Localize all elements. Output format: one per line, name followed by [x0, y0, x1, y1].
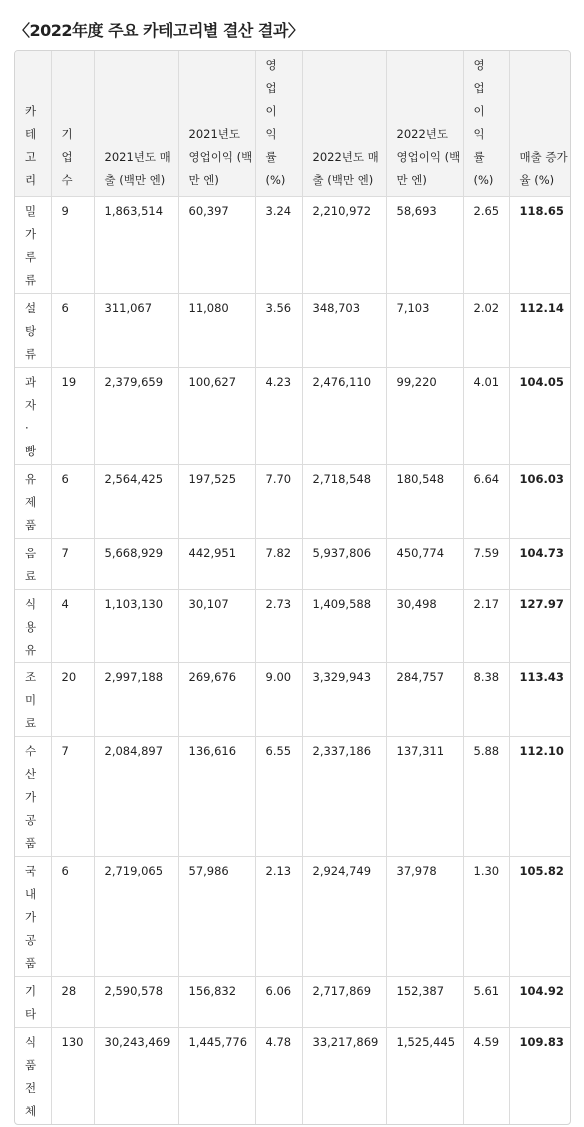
cell-companies: 20 — [51, 663, 94, 737]
cell-op-profit-2021: 197,525 — [178, 465, 255, 539]
cell-op-profit-2021: 156,832 — [178, 977, 255, 1028]
cell-op-margin-2021: 4.23 — [255, 368, 302, 465]
cell-op-margin-2022: 4.01 — [463, 368, 509, 465]
cell-op-profit-2022: 180,548 — [386, 465, 463, 539]
cell-sales-growth: 106.03 — [509, 465, 570, 539]
cell-op-profit-2021: 269,676 — [178, 663, 255, 737]
cell-sales-growth: 113.43 — [509, 663, 570, 737]
cell-op-margin-2022: 6.64 — [463, 465, 509, 539]
cell-sales-2021: 1,103,130 — [94, 590, 178, 663]
cell-category: 음료 — [15, 539, 51, 590]
cell-op-profit-2021: 30,107 — [178, 590, 255, 663]
cell-sales-2021: 2,719,065 — [94, 857, 178, 977]
cell-op-profit-2021: 60,397 — [178, 197, 255, 294]
cell-sales-2021: 30,243,469 — [94, 1028, 178, 1125]
cell-sales-2021: 2,084,897 — [94, 737, 178, 857]
cell-category: 유제품 — [15, 465, 51, 539]
cell-op-margin-2021: 6.06 — [255, 977, 302, 1028]
cell-sales-2021: 5,668,929 — [94, 539, 178, 590]
cell-sales-growth: 105.82 — [509, 857, 570, 977]
cell-sales-growth: 109.83 — [519, 1035, 564, 1049]
table-row — [15, 465, 570, 539]
cell-op-margin-2022: 2.17 — [463, 590, 509, 663]
cell-companies: 4 — [51, 590, 94, 663]
cell-sales-2022: 5,937,806 — [302, 539, 386, 590]
cell-op-profit-2021: 136,616 — [178, 737, 255, 857]
cell-op-margin-2022: 2.02 — [463, 294, 509, 368]
cell-category: 식품전체 — [15, 1028, 51, 1125]
cell-op-margin-2022: 5.88 — [463, 737, 509, 857]
header-op-profit-2022: 2022년도 영업이익 (백만 엔) — [386, 51, 463, 197]
cell-op-margin-2021: 3.56 — [255, 294, 302, 368]
cell-op-profit-2021: 100,627 — [178, 368, 255, 465]
cell-category: 밀가루류 — [15, 197, 51, 294]
table-row — [15, 197, 570, 294]
cell-companies: 6 — [51, 294, 94, 368]
cell-op-profit-2022: 284,757 — [386, 663, 463, 737]
cell-sales-2022: 1,409,588 — [302, 590, 386, 663]
cell-sales-2021: 2,590,578 — [94, 977, 178, 1028]
cell-sales-growth: 127.97 — [509, 590, 570, 663]
header-category: 카테고리 — [15, 51, 51, 197]
table-row — [15, 539, 570, 590]
cell-op-margin-2022: 8.38 — [463, 663, 509, 737]
cell-op-profit-2021: 11,080 — [178, 294, 255, 368]
cell-op-margin-2021: 4.78 — [255, 1028, 302, 1125]
header-sales-growth: 매출 증가율 (%) — [509, 51, 570, 197]
header-op-margin-2022: 영업이익률 (%) — [463, 51, 509, 197]
header-op-profit-2021: 2021년도 영업이익 (백만 엔) — [178, 51, 255, 197]
cell-sales-growth: 104.05 — [509, 368, 570, 465]
cell-op-margin-2021: 7.82 — [255, 539, 302, 590]
results-table — [15, 51, 570, 1124]
header-op-margin-2021: 영업이익률 (%) — [255, 51, 302, 197]
cell-companies: 19 — [51, 368, 94, 465]
cell-op-margin-2021: 6.55 — [255, 737, 302, 857]
cell-sales-growth: 112.14 — [509, 294, 570, 368]
table-row — [15, 294, 570, 368]
cell-sales-2022: 2,210,972 — [302, 197, 386, 294]
cell-op-profit-2022: 137,311 — [386, 737, 463, 857]
cell-op-profit-2021: 57,986 — [178, 857, 255, 977]
cell-op-margin-2022: 4.59 — [463, 1028, 509, 1125]
cell-category: 수산가공품 — [15, 737, 51, 857]
cell-companies: 6 — [51, 857, 94, 977]
cell-sales-2022: 2,337,186 — [302, 737, 386, 857]
cell-companies: 9 — [51, 197, 94, 294]
cell-sales-growth: 118.65 — [509, 197, 570, 294]
cell-op-margin-2021: 2.13 — [255, 857, 302, 977]
table-row — [15, 1028, 570, 1125]
cell-category: 조미료 — [15, 663, 51, 737]
cell-category: 식용유 — [15, 590, 51, 663]
cell-sales-2022: 2,476,110 — [302, 368, 386, 465]
cell-sales-growth: 104.92 — [509, 977, 570, 1028]
page-title: 〈2022年度 주요 카테고리별 결산 결과〉 — [14, 21, 304, 40]
cell-op-profit-2022: 30,498 — [386, 590, 463, 663]
cell-op-margin-2022: 5.61 — [463, 977, 509, 1028]
cell-companies: 7 — [51, 737, 94, 857]
cell-op-profit-2022: 37,978 — [386, 857, 463, 977]
cell-sales-2021: 311,067 — [94, 294, 178, 368]
cell-op-margin-2022: 7.59 — [463, 539, 509, 590]
cell-op-profit-2022: 99,220 — [386, 368, 463, 465]
cell-sales-growth: 112.10 — [509, 737, 570, 857]
cell-op-margin-2022: 2.65 — [463, 197, 509, 294]
cell-sales-2022: 2,717,869 — [302, 977, 386, 1028]
cell-op-margin-2022: 1.30 — [463, 857, 509, 977]
cell-sales-2021: 2,997,188 — [94, 663, 178, 737]
cell-companies: 7 — [51, 539, 94, 590]
header-sales-2022: 2022년도 매출 (백만 엔) — [302, 51, 386, 197]
cell-companies: 130 — [51, 1028, 94, 1125]
header-companies: 기업수 — [51, 51, 94, 197]
cell-companies: 6 — [51, 465, 94, 539]
cell-op-margin-2021: 7.70 — [255, 465, 302, 539]
cell-op-margin-2021: 9.00 — [255, 663, 302, 737]
cell-category: 기타 — [15, 977, 51, 1028]
cell-sales-2021: 1,863,514 — [94, 197, 178, 294]
cell-category: 국내가공품 — [15, 857, 51, 977]
cell-op-profit-2022: 58,693 — [386, 197, 463, 294]
cell-op-profit-2022: 152,387 — [386, 977, 463, 1028]
results-table-container — [14, 50, 571, 1125]
cell-companies: 28 — [51, 977, 94, 1028]
cell-sales-2022: 33,217,869 — [302, 1028, 386, 1125]
table-row — [15, 590, 570, 663]
cell-op-profit-2021: 1,445,776 — [178, 1028, 255, 1125]
cell-sales-2022: 348,703 — [302, 294, 386, 368]
cell-sales-growth: 104.73 — [509, 539, 570, 590]
header-row — [15, 51, 570, 197]
table-row — [15, 368, 570, 465]
cell-category: 설탕류 — [15, 294, 51, 368]
cell-sales-2022: 3,329,943 — [302, 663, 386, 737]
table-row — [15, 663, 570, 737]
cell-op-profit-2022: 1,525,445 — [386, 1028, 463, 1125]
header-sales-2021: 2021년도 매출 (백만 엔) — [94, 51, 178, 197]
cell-sales-2021: 2,379,659 — [94, 368, 178, 465]
cell-op-profit-2022: 7,103 — [386, 294, 463, 368]
table-row — [15, 737, 570, 857]
cell-sales-2022: 2,924,749 — [302, 857, 386, 977]
cell-op-profit-2022: 450,774 — [386, 539, 463, 590]
table-row — [15, 857, 570, 977]
cell-sales-2022: 2,718,548 — [302, 465, 386, 539]
cell-category: 과자·빵 — [15, 368, 51, 465]
table-row — [15, 977, 570, 1028]
cell-op-profit-2021: 442,951 — [178, 539, 255, 590]
cell-op-margin-2021: 3.24 — [255, 197, 302, 294]
cell-sales-2021: 2,564,425 — [94, 465, 178, 539]
cell-op-margin-2021: 2.73 — [255, 590, 302, 663]
